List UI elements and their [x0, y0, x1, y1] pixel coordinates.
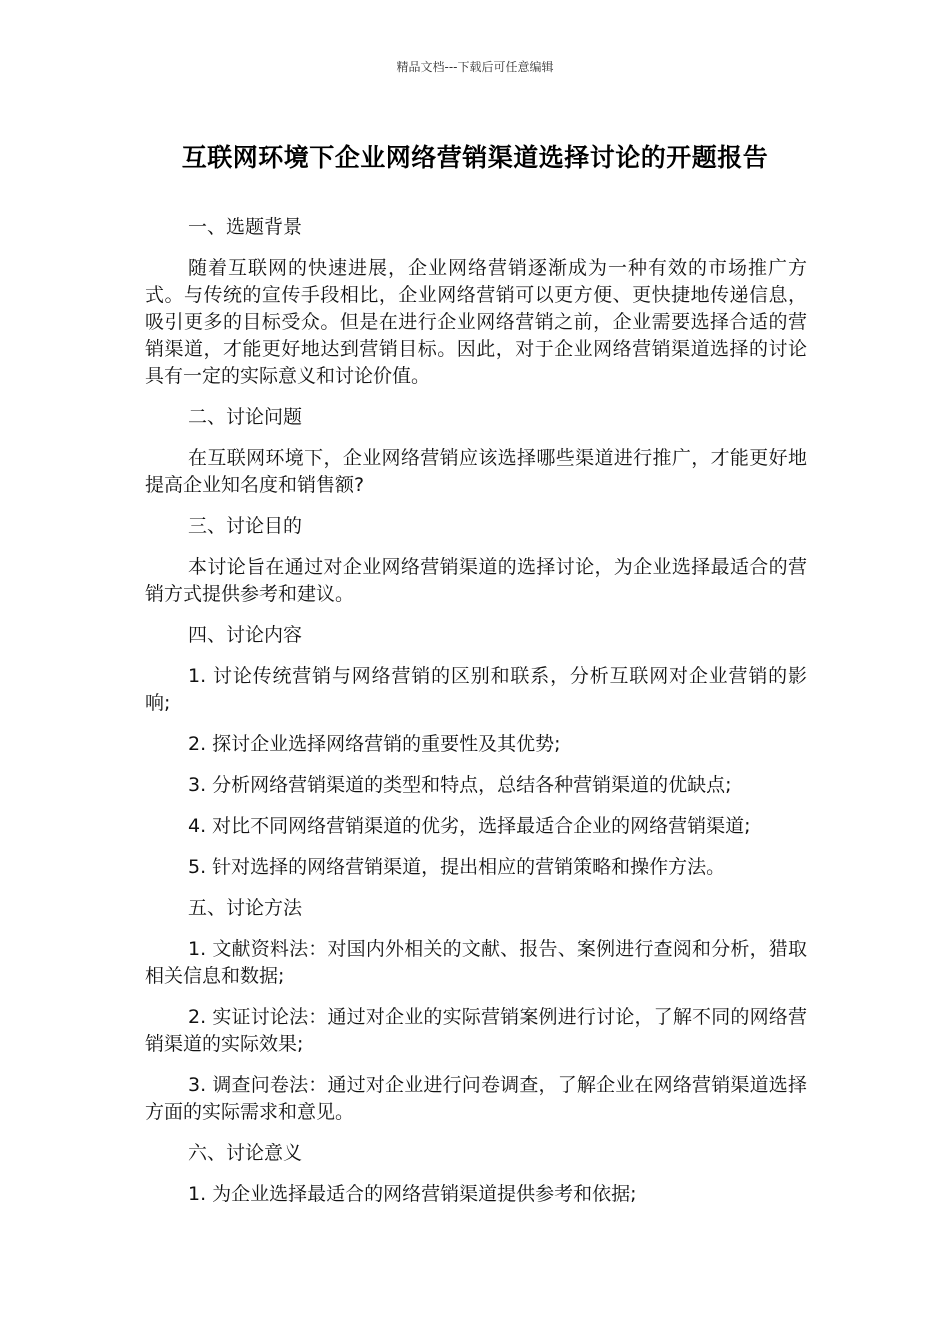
header-note: 精品文档---下载后可任意编辑	[396, 60, 554, 74]
section-heading-methods: 五、讨论方法	[188, 897, 303, 919]
document-body	[145, 214, 807, 1222]
paragraph-purpose: 本讨论旨在通过对企业网络营销渠道的选择讨论，为企业选择最适合的营销方式提供参考和建议。	[145, 556, 807, 605]
section-heading-content: 四、讨论内容	[188, 624, 303, 646]
list-item: 2. 实证讨论法：通过对企业的实际营销案例进行讨论，了解不同的网络营销渠道的实际效果;	[145, 1006, 807, 1055]
paragraph-question: 在互联网环境下，企业网络营销应该选择哪些渠道进行推广，才能更好地提高企业知名度和销售额?	[145, 447, 807, 496]
list-item: 3. 调查问卷法：通过对企业进行问卷调查，了解企业在网络营销渠道选择方面的实际需求和意见。	[145, 1074, 807, 1123]
section-heading-significance: 六、讨论意义	[188, 1142, 303, 1164]
section-heading-purpose: 三、讨论目的	[188, 515, 303, 537]
section-heading-background: 一、选题背景	[188, 216, 303, 238]
list-item: 5. 针对选择的网络营销渠道，提出相应的营销策略和操作方法。	[188, 856, 726, 878]
list-item: 1. 文献资料法：对国内外相关的文献、报告、案例进行查阅和分析，猎取相关信息和数据;	[145, 938, 807, 987]
list-item: 4. 对比不同网络营销渠道的优劣，选择最适合企业的网络营销渠道;	[188, 815, 751, 837]
list-item: 2. 探讨企业选择网络营销的重要性及其优势;	[188, 733, 561, 755]
list-item: 1. 讨论传统营销与网络营销的区别和联系，分析互联网对企业营销的影响;	[145, 665, 807, 714]
paragraph-background: 随着互联网的快速进展，企业网络营销逐渐成为一种有效的市场推广方式。与传统的宣传手段相比，企业网络营销可以更方便、更快捷地传递信息，吸引更多的目标受众。但是在进行企业网络营销之前，企业需要选择合适的营销渠道，才能更好地达到营销目标。因此，对于企业网络营销渠道选择的讨论具有一定的实际意义和讨论价值。	[145, 257, 807, 387]
list-item: 3. 分析网络营销渠道的类型和特点，总结各种营销渠道的优缺点;	[188, 774, 732, 796]
section-heading-question: 二、讨论问题	[188, 406, 303, 428]
document-title: 互联网环境下企业网络营销渠道选择讨论的开题报告	[181, 143, 769, 172]
list-item: 1. 为企业选择最适合的网络营销渠道提供参考和依据;	[188, 1183, 637, 1205]
